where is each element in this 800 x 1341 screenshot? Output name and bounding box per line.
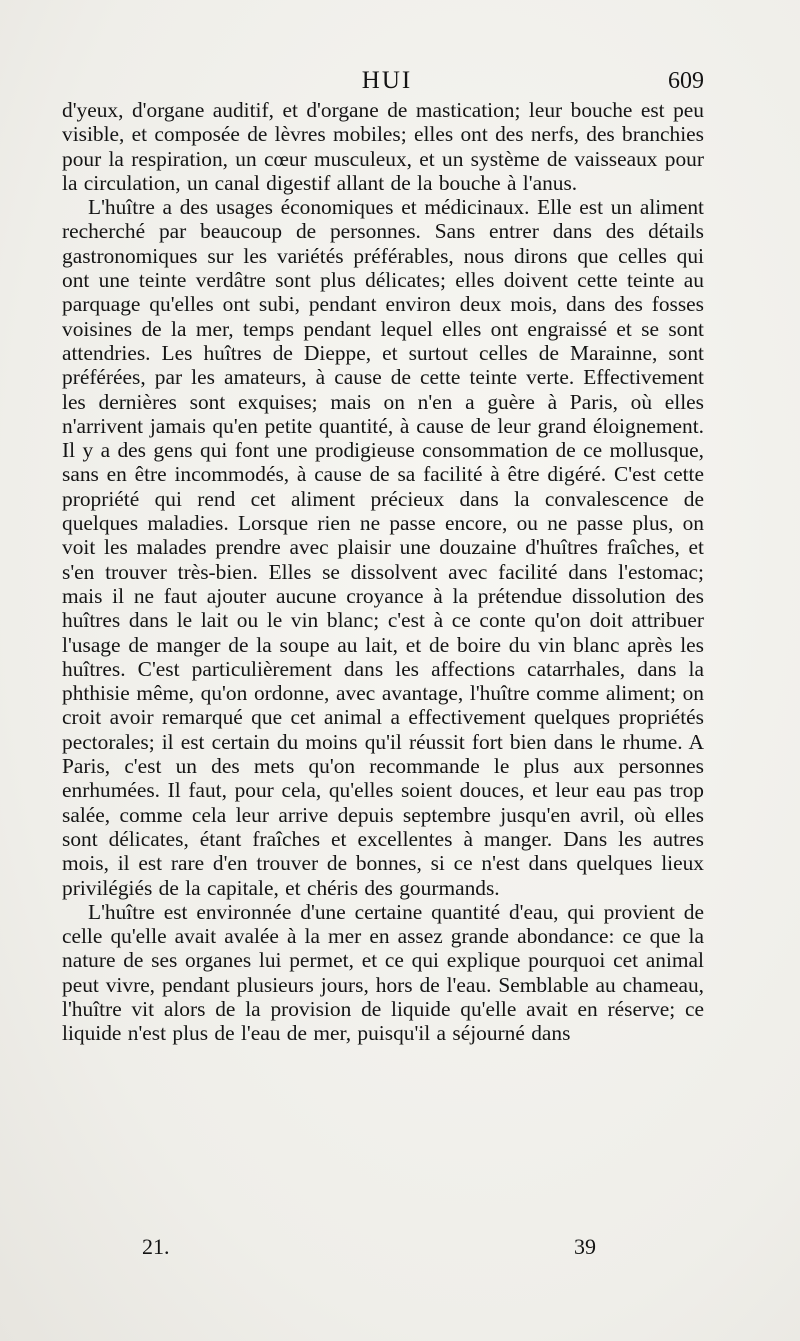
footer-signature-line [62, 1234, 704, 1264]
quire-number: 39 [574, 1234, 596, 1259]
running-head [62, 64, 704, 98]
page-content [62, 64, 704, 1326]
paragraph-continuation: d'yeux, d'organe auditif, et d'organe de mastication; leur bouche est peu visible, et composée de lèvres mobiles; elles ont des nerfs, des branchies pour la respiration, un cœur musculeux, et un système de vaisseaux pour la circulation, un canal digestif allant de la bouche à l'anus. [62, 98, 704, 195]
page-number: 609 [668, 68, 704, 94]
body-text [62, 98, 704, 1046]
running-title: HUI [361, 67, 413, 94]
paragraph-water: L'huître est environnée d'une certaine quantité d'eau, qui provient de celle qu'elle avait avalée à la mer en assez grande abondance: ce que la nature de ses organes lui permet, et ce qui explique pourquoi cet animal peut vivre, pendant plusieurs jours, hors de l'eau. Semblable au chameau, l'huître vit alors de la provision de liquide qu'elle avait en réserve; ce liquide n'est plus de l'eau de mer, puisqu'il a séjourné dans [62, 899, 704, 1046]
paragraph-uses: L'huître a des usages économiques et médicinaux. Elle est un aliment recherché par beaucoup de personnes. Sans entrer dans des détails gastronomiques sur les variétés préférables, nous dirons que celles qui ont une teinte verdâtre sont plus délicates; elles doivent cette teinte au parquage qu'elles ont subi, pendant environ deux mois, dans des fosses voisines de la mer, temps pendant lequel elles ont engraissé et se sont attendries. Les huîtres de Dieppe, et surtout celles de Marainne, sont préférées, par les amateurs, à cause de cette teinte verte. Effectivement les dernières sont exquises; mais on n'en a guère à Paris, où elles n'arrivent jamais qu'en petite quantité, à cause de leur grand éloignement. Il y a des gens qui font une prodigieuse consommation de ce mollusque, sans en être incommodés, à cause de sa facilité à être digéré. C'est cette propriété qui rend cet aliment précieux dans la convalescence de quelques maladies. Lorsque rien ne passe encore, ou ne passe plus, on voit les malades prendre avec plaisir une douzaine d'huîtres fraîches, et s'en trouver très-bien. Elles se dissolvent avec facilité dans l'estomac; mais il ne faut ajouter aucune croyance à la prétendue dissolution des huîtres dans le lait ou le vin blanc; c'est à ce conte qu'on doit attribuer l'usage de manger de la soupe au lait, et de boire du vin blanc après les huîtres. C'est particulièrement dans les affections catarrhales, dans la phthisie même, qu'on ordonne, avec avantage, l'huître comme aliment; on croit avoir remarqué que cet animal a effectivement quelques propriétés pectorales; il est certain du moins qu'il réussit fort bien dans le rhume. A Paris, c'est un des mets qu'on recommande le plus aux personnes enrhumées. Il faut, pour cela, qu'elles soient douces, et leur eau pas trop salée, comme cela leur arrive depuis septembre jusqu'en avril, où elles sont délicates, étant fraîches et excellentes à manger. Dans les autres mois, il est rare d'en trouver de bonnes, si ce n'est dans quelques lieux privilégiés de la capitale, et chéris des gourmands. [62, 195, 704, 900]
signature-mark: 21. [142, 1234, 170, 1259]
